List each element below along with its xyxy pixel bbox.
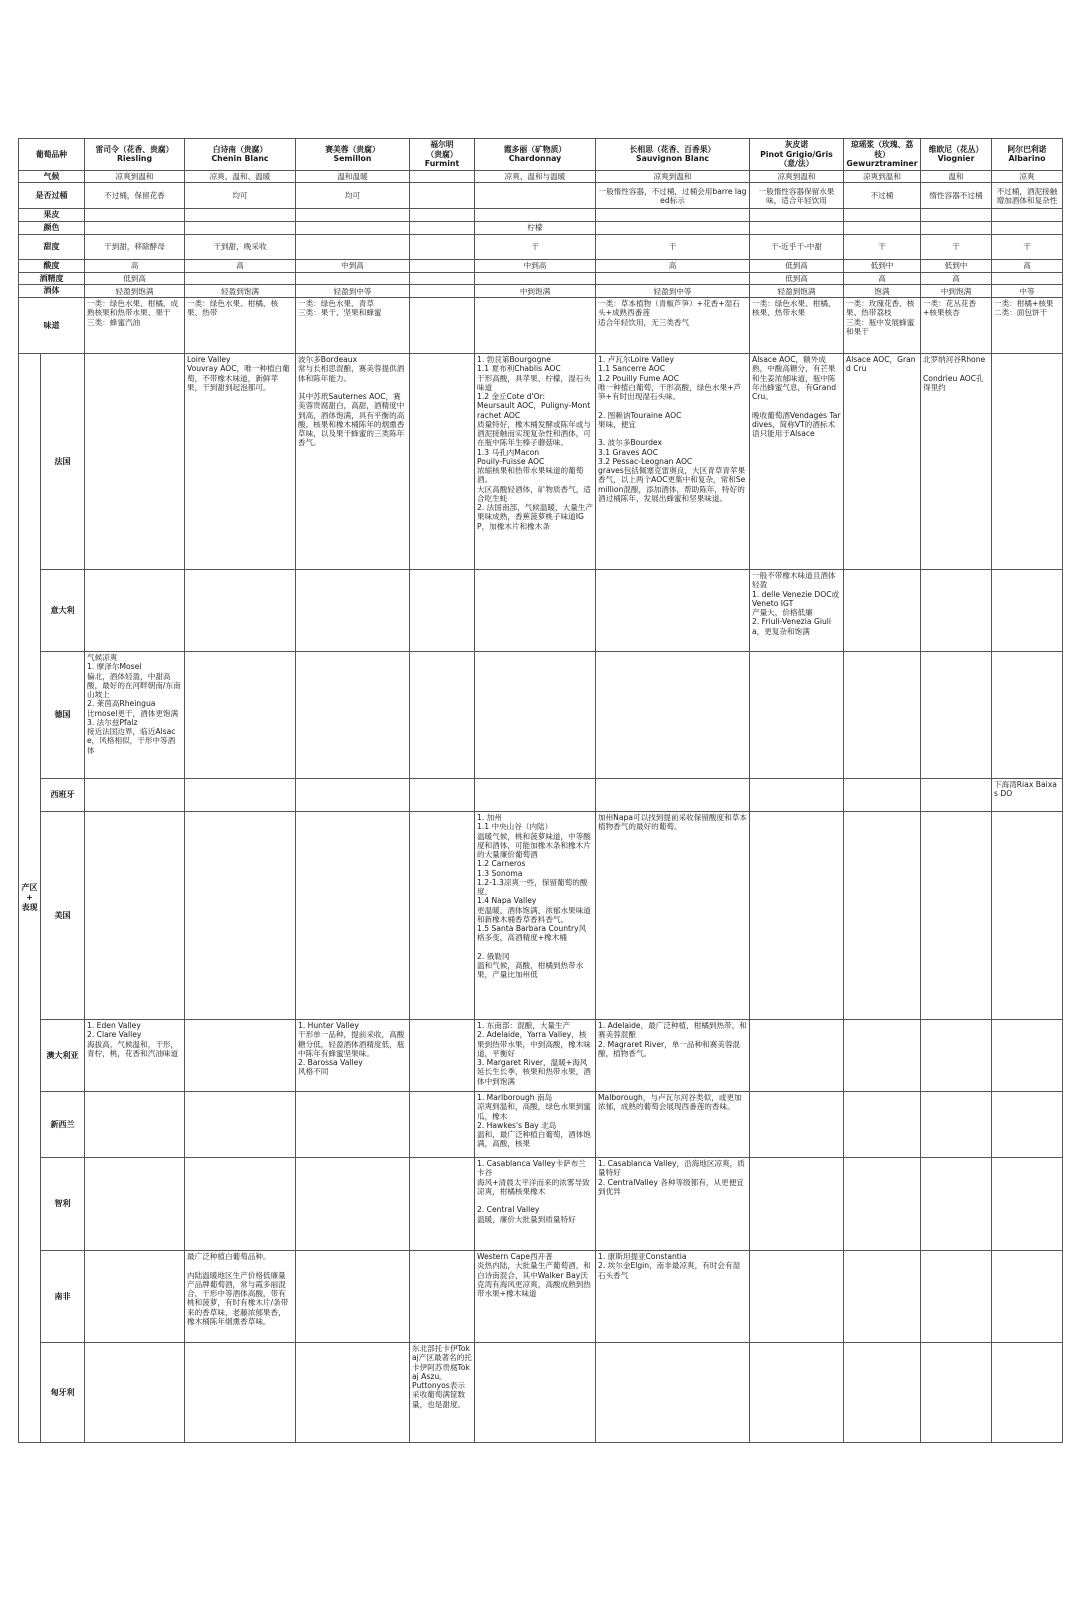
attribute-cell: 柠檬 <box>475 222 596 235</box>
attribute-cell: 轻盈到中等 <box>296 285 410 298</box>
attribute-cell: 轻盈到饱满 <box>750 285 844 298</box>
region-cell <box>85 1158 185 1251</box>
region-cell <box>296 1343 410 1443</box>
region-cell: 加州Napa可以找到提前采收保留酸度和草本植物香气的最好的葡萄。 <box>596 812 750 1020</box>
region-cell <box>844 1343 921 1443</box>
attribute-cell <box>992 222 1063 235</box>
region-cell: 东北部托卡伊Tokaj产区最著名的托卡伊阿苏贵腐Tokaj Aszu。 Puttonyos表示采收葡萄满筐数量，也是甜度。 <box>410 1343 475 1443</box>
attribute-row-sweetness <box>19 234 1063 259</box>
region-cell <box>85 354 185 570</box>
attribute-cell <box>750 209 844 222</box>
attribute-row-skin <box>19 209 1063 222</box>
attribute-cell: 低到高 <box>750 272 844 285</box>
region-cell <box>185 1020 296 1092</box>
attribute-cell: 均可 <box>296 183 410 209</box>
attribute-cell <box>596 209 750 222</box>
region-cell: 下海湾Riax Baixas DO <box>992 779 1063 812</box>
attribute-label: 颜色 <box>19 222 85 235</box>
attribute-cell <box>992 272 1063 285</box>
attribute-cell: 中到高 <box>296 259 410 272</box>
region-cell <box>410 1092 475 1158</box>
attribute-row-oak <box>19 183 1063 209</box>
attribute-cell: 凉爽 <box>992 170 1063 183</box>
attribute-cell: 轻盈到饱满 <box>85 285 185 298</box>
attribute-cell: 凉爽到温和 <box>750 170 844 183</box>
region-row-south-africa <box>19 1251 1063 1343</box>
attribute-label: 味道 <box>19 298 85 354</box>
attribute-cell: 饱满 <box>844 285 921 298</box>
region-row-germany <box>19 652 1063 779</box>
attribute-cell: 凉爽到温和 <box>85 170 185 183</box>
attribute-cell: 惰性容器不过桶 <box>921 183 992 209</box>
region-cell <box>844 779 921 812</box>
region-cell <box>296 1158 410 1251</box>
region-cell <box>992 812 1063 1020</box>
attribute-cell: 低到中 <box>921 259 992 272</box>
region-cell <box>185 570 296 652</box>
attribute-cell: 凉爽、温和与温暖 <box>475 170 596 183</box>
attribute-cell <box>410 209 475 222</box>
attribute-cell <box>844 222 921 235</box>
attribute-cell <box>596 272 750 285</box>
region-cell <box>992 1092 1063 1158</box>
attribute-cell <box>410 222 475 235</box>
region-cell: Western Cape西开普 炎热内陆，大批量生产葡萄酒，和白诗南混合，其中Walker Bay沃克湾有海风更凉爽，高酸成熟到热带水果+橡木味道 <box>475 1251 596 1343</box>
region-cell: Malborough，与卢瓦尔河谷类似，或更加浓郁，成熟的葡萄会展现西番莲的香味。 <box>596 1092 750 1158</box>
region-cell <box>296 652 410 779</box>
region-cell: Alsace AOC，Grand Cru <box>844 354 921 570</box>
region-row-spain <box>19 779 1063 812</box>
region-cell <box>410 779 475 812</box>
attribute-cell <box>475 209 596 222</box>
region-cell <box>85 1092 185 1158</box>
region-cell <box>185 1092 296 1158</box>
attribute-cell <box>844 209 921 222</box>
region-cell <box>296 1251 410 1343</box>
region-cell <box>992 1020 1063 1092</box>
region-cell <box>410 1020 475 1092</box>
region-cell: 1. Adelaide，最广泛种植，柑橘到热带，和赛美蓉混酿 2. Magraret River，单一品种和赛美蓉混酿，植物香气。 <box>596 1020 750 1092</box>
region-cell <box>410 1158 475 1251</box>
attribute-cell: 不过桶，保留花香 <box>85 183 185 209</box>
attribute-cell <box>475 298 596 354</box>
region-cell <box>296 570 410 652</box>
region-name: 匈牙利 <box>41 1343 85 1443</box>
attribute-cell <box>296 209 410 222</box>
attribute-cell <box>185 272 296 285</box>
region-cell: 波尔多Bordeaux 常与长相思混酿，赛美蓉提供酒体和陈年能力。 其中苏玳Sauternes AOC，赛美蓉贵腐甜白，高甜，酒精度中到高，酒体饱满，具有平衡的高酸，核果和橡木桶陈年的烟熏香草味，以及果干蜂蜜的三类陈年香气。 <box>296 354 410 570</box>
attribute-row-flavor <box>19 298 1063 354</box>
variety-header: 福尔明 （贵腐） Furmint <box>410 139 475 171</box>
attribute-cell: 凉爽到温和 <box>596 170 750 183</box>
region-cell: 气候凉爽 1. 摩泽尔Mosel 偏北，酒体轻盈，中甜高酸，最好的在河畔朝南/东南山坡上 2. 莱茵高Rheingua 比mosel更干，酒体更饱满 3. 法尔兹Pfalz 接近法国边界，临近Alsace，风格相似，干形中等酒体 <box>85 652 185 779</box>
region-cell <box>596 779 750 812</box>
attribute-cell: 高 <box>992 259 1063 272</box>
region-name: 美国 <box>41 812 85 1020</box>
region-cell <box>844 1092 921 1158</box>
variety-header: 霞多丽（矿物质） Chardonnay <box>475 139 596 171</box>
region-cell: 1. 卢瓦尔Loire Valley 1.1 Sancerre AOC 1.2 Pouilly Fume AOC 唯一种植白葡萄，干形高酸，绿色水果+芦笋+有时出现湿石头味。 2. 图赖讷Touraine AOC 果味，便宜 3. 波尔多Bourdex 3.1 Graves AOC 3.2 Pessac-Leognan AOC graves包括佩塞克雷奥良，大区青草青苹果香气，以上两个AOC更集中和复杂，常和Semillion混酿，添加酒体，帮助陈年，特好的酒过桶陈年，发展出蜂蜜和坚果味道。 <box>596 354 750 570</box>
region-cell <box>185 779 296 812</box>
region-cell: 1. 加州 1.1 中央山谷（内陆） 温暖气候，桃和菠萝味道，中等酸度和酒体，可能加橡木条和橡木片的大量廉价葡萄酒 1.2 Carneros 1.3 Sonoma 1.2-1.3凉爽一些，保留葡萄的酸度， 1.4 Napa Valley 更温暖，酒体饱满，浓郁水果味道和新橡木桶香草香料香气。 1.5 Santa Barbara Country风格多变，高酒精度+橡木桶 2. 俄勒冈 温和气候，高酸，柑橘到热带水果，产量比加州低 <box>475 812 596 1020</box>
region-row-france <box>19 354 1063 570</box>
region-cell <box>475 779 596 812</box>
attribute-cell: 高 <box>85 259 185 272</box>
region-row-hungary <box>19 1343 1063 1443</box>
region-cell <box>85 1251 185 1343</box>
attribute-cell: 一类：绿色水果、柑橘、核果、热带水果 <box>750 298 844 354</box>
attribute-cell: 凉爽、温和、温暖 <box>185 170 296 183</box>
region-cell <box>85 779 185 812</box>
wine-comparison-table <box>18 138 1063 1443</box>
variety-header: 维欧尼（花丛） Viognier <box>921 139 992 171</box>
attribute-cell <box>410 272 475 285</box>
attribute-label: 果皮 <box>19 209 85 222</box>
attribute-cell: 干到甜，移除酵母 <box>85 234 185 259</box>
region-cell <box>921 652 992 779</box>
attribute-label: 酸度 <box>19 259 85 272</box>
region-cell: 最广泛种植白葡萄品种。 内陆温暖地区生产价格低廉量产品牌葡萄酒，常与霞多丽混合，干形中等酒体高酸，带有桃和菠萝，有时有橡木片/条带来的香草味，老藤浓郁果香，橡木桶陈年烟熏香草味。 <box>185 1251 296 1343</box>
region-row-new-zealand <box>19 1092 1063 1158</box>
region-cell: 1. Casablanca Valley，沿海地区凉爽，质量特好 2. CentralValley 各种等级都有，从更便宜到优异 <box>596 1158 750 1251</box>
region-cell <box>844 1020 921 1092</box>
attribute-cell: 干 <box>475 234 596 259</box>
attribute-cell <box>185 209 296 222</box>
region-cell <box>85 812 185 1020</box>
attribute-cell: 一类：草本植物（青椒芦笋）+花香+湿石头+成熟西番莲 适合年轻饮用，无三类香气 <box>596 298 750 354</box>
region-cell <box>992 1158 1063 1251</box>
attribute-cell: 轻盈到中等 <box>596 285 750 298</box>
region-cell <box>750 1251 844 1343</box>
region-cell <box>921 812 992 1020</box>
attribute-label: 酒体 <box>19 285 85 298</box>
region-cell <box>992 1343 1063 1443</box>
region-name: 法国 <box>41 354 85 570</box>
attribute-cell: 一类：花丛花香+核果核杏 <box>921 298 992 354</box>
attribute-cell: 干 <box>596 234 750 259</box>
attribute-cell <box>475 183 596 209</box>
attribute-cell: 高 <box>596 259 750 272</box>
region-cell <box>475 652 596 779</box>
attribute-cell: 温和温暖 <box>296 170 410 183</box>
attribute-cell <box>921 222 992 235</box>
attribute-cell <box>85 222 185 235</box>
region-cell <box>750 1343 844 1443</box>
variety-header: 雷司令（花香、贵腐） Riesling <box>85 139 185 171</box>
region-cell <box>921 1020 992 1092</box>
region-cell <box>85 570 185 652</box>
attribute-cell <box>410 298 475 354</box>
region-cell <box>750 1020 844 1092</box>
region-cell: 1. Hunter Valley 干形单一品种，提前采收，高酸糖分低，轻盈酒体酒精度低，瓶中陈年有蜂蜜坚果味。 2. Barossa Valley 风格不同 <box>296 1020 410 1092</box>
region-cell: 一般不带橡木味道且酒体轻盈 1. delle Venezie DOC或 Veneto IGT 产量大，价格低廉 2. Friuli-Venezia Giulia，更复杂和饱满 <box>750 570 844 652</box>
region-cell <box>992 354 1063 570</box>
attribute-row-alcohol <box>19 272 1063 285</box>
region-cell <box>921 779 992 812</box>
attribute-cell: 中等 <box>992 285 1063 298</box>
variety-header: 琼瑶浆（玫瑰、荔枝） Gewurztraminer <box>844 139 921 171</box>
attribute-cell <box>410 234 475 259</box>
attribute-cell: 高 <box>844 272 921 285</box>
region-cell <box>750 1092 844 1158</box>
region-cell <box>185 1158 296 1251</box>
region-name: 西班牙 <box>41 779 85 812</box>
variety-header: 阿尔巴利诺 Albarino <box>992 139 1063 171</box>
attribute-cell <box>185 222 296 235</box>
region-cell <box>992 570 1063 652</box>
region-row-australia <box>19 1020 1063 1092</box>
attribute-cell: 凉爽到温和 <box>844 170 921 183</box>
region-name: 澳大利亚 <box>41 1020 85 1092</box>
attribute-row-acidity <box>19 259 1063 272</box>
attribute-cell: 中到饱满 <box>475 285 596 298</box>
region-cell: 1. 东南部：混酿，大量生产 2. Adelaide，Yarra Valley，核果到热带水果，中到高酸，橡木味道，平衡好 3. Margaret River，温暖+海风延长生长季，核果和热带水果，酒体中到饱满 <box>475 1020 596 1092</box>
attribute-cell <box>475 272 596 285</box>
region-cell <box>921 1158 992 1251</box>
attribute-cell: 干 <box>992 234 1063 259</box>
region-cell <box>410 354 475 570</box>
region-cell <box>185 812 296 1020</box>
region-group-label: 产区 + 表现 <box>19 354 41 1443</box>
region-cell <box>844 812 921 1020</box>
region-cell: 1. Casablanca Valley卡萨布兰卡谷 海风+清晨太平洋而来的浓雾导致凉爽，柑橘核果橡木 2. Central Valley 温暖，廉价大批量到质量特好 <box>475 1158 596 1251</box>
attribute-cell: 均可 <box>185 183 296 209</box>
attribute-label: 是否过桶 <box>19 183 85 209</box>
attribute-cell: 高 <box>185 259 296 272</box>
region-cell <box>596 1343 750 1443</box>
region-name: 意大利 <box>41 570 85 652</box>
attribute-cell: 低到高 <box>750 259 844 272</box>
attribute-cell: 中到饱满 <box>921 285 992 298</box>
region-name: 德国 <box>41 652 85 779</box>
attribute-row-body <box>19 285 1063 298</box>
region-cell <box>921 1251 992 1343</box>
region-cell <box>992 652 1063 779</box>
region-cell <box>596 570 750 652</box>
variety-header: 长相思（花香、百香果） Sauvignon Blanc <box>596 139 750 171</box>
region-row-chile <box>19 1158 1063 1251</box>
region-cell <box>410 812 475 1020</box>
region-cell <box>475 570 596 652</box>
attribute-cell <box>296 234 410 259</box>
region-cell <box>185 652 296 779</box>
variety-header: 灰皮诺 Pinot Grigio/Gris（意/法） <box>750 139 844 171</box>
attribute-cell <box>410 170 475 183</box>
region-cell <box>410 570 475 652</box>
attribute-cell <box>85 209 185 222</box>
variety-header: 赛美蓉（贵腐） Semillon <box>296 139 410 171</box>
attribute-cell: 不过桶 <box>844 183 921 209</box>
attribute-cell: 一类：玫瑰花香、核果、热带荔枝 三类：瓶中发展蜂蜜和果干 <box>844 298 921 354</box>
attribute-cell: 不过桶，酒泥接触增加酒体和复杂性 <box>992 183 1063 209</box>
attribute-cell: 干 <box>921 234 992 259</box>
region-cell: Alsace AOC，额外成熟，中酸高糖分，有芒果和生姜浓郁味道，瓶中陈年出蜂蜜气息，有Grand Cru。 晚收葡萄酒Vendages Tardives，简称VT的酒标术语只能用于Alsace <box>750 354 844 570</box>
attribute-label: 酒精度 <box>19 272 85 285</box>
attribute-cell <box>596 222 750 235</box>
region-cell: 北罗纳河谷Rhone Condrieu AOC孔得里约 <box>921 354 992 570</box>
attribute-cell: 轻盈到饱满 <box>185 285 296 298</box>
attribute-cell <box>410 259 475 272</box>
attribute-cell <box>410 285 475 298</box>
region-cell <box>410 652 475 779</box>
region-row-usa <box>19 812 1063 1020</box>
attribute-cell: 一般惰性容器，不过桶，过桶会用barre laged标示 <box>596 183 750 209</box>
region-cell <box>992 1251 1063 1343</box>
attribute-cell: 一类：绿色水果、青草 三类：果干、坚果和蜂蜜 <box>296 298 410 354</box>
attribute-cell: 一类：绿色水果、柑橘、成熟核果和热带水果、果干 三类：蜂蜜汽油 <box>85 298 185 354</box>
attribute-row-climate <box>19 170 1063 183</box>
region-cell <box>921 1092 992 1158</box>
region-cell <box>475 1343 596 1443</box>
region-cell <box>185 1343 296 1443</box>
region-cell <box>750 652 844 779</box>
attribute-cell <box>296 272 410 285</box>
attribute-cell <box>410 183 475 209</box>
attribute-cell <box>296 222 410 235</box>
attribute-cell: 中到高 <box>475 259 596 272</box>
attribute-cell <box>992 209 1063 222</box>
attribute-cell: 低到高 <box>85 272 185 285</box>
region-name: 新西兰 <box>41 1092 85 1158</box>
attribute-row-color <box>19 222 1063 235</box>
region-cell <box>750 779 844 812</box>
header-row <box>19 139 1063 171</box>
region-name: 南非 <box>41 1251 85 1343</box>
attribute-cell: 一类：绿色水果、柑橘、核果、热带 <box>185 298 296 354</box>
region-cell <box>296 1092 410 1158</box>
region-cell <box>750 1158 844 1251</box>
attribute-label: 气候 <box>19 170 85 183</box>
region-cell <box>85 1343 185 1443</box>
attribute-cell: 干 <box>844 234 921 259</box>
region-cell: 1. 勃艮第Bourgogne 1.1 夏布利Chablis AOC 干形高酸，具苹果、柠檬，湿石头味道 1.2 金丘Cote d'Or: Meursault AOC，Puligny-Montrachet AOC 质量特好，橡木桶发酵或陈年或与酒泥接触而实现复杂性和酒体，可在瓶中陈年生榛子蘑菇味。 1.3 马孔内Macon Pouily-Fuisse AOC 浓缩核果和热带水果味道的葡萄酒。 大区高酸轻酒体，矿物质香气，适合吃生蚝 2. 法国南部，气候温暖，大量生产果味成熟，香蕉菠萝桃子味道IGP，加橡木片和橡木条 <box>475 354 596 570</box>
header-variety-label: 葡萄品种 <box>19 139 85 171</box>
attribute-cell: 干到甜，晚采收 <box>185 234 296 259</box>
attribute-cell <box>750 222 844 235</box>
region-cell <box>844 1158 921 1251</box>
attribute-label: 甜度 <box>19 234 85 259</box>
region-cell: Loire Valley Vouvray AOC，唯一种植白葡萄，不带橡木味道，新鲜苹果，干到甜到起泡都可。 <box>185 354 296 570</box>
region-cell <box>296 812 410 1020</box>
attribute-cell: 温和 <box>921 170 992 183</box>
region-cell <box>844 1251 921 1343</box>
attribute-cell <box>921 209 992 222</box>
attribute-cell: 干-近乎干-中甜 <box>750 234 844 259</box>
region-cell: 1. 康斯坦提亚Constantia 2. 埃尔金Elgin，南非最凉爽，有时会有湿石头香气 <box>596 1251 750 1343</box>
region-cell <box>844 652 921 779</box>
variety-header: 白诗南（贵腐） Chenin Blanc <box>185 139 296 171</box>
region-name: 智利 <box>41 1158 85 1251</box>
region-cell <box>844 570 921 652</box>
region-cell <box>921 1343 992 1443</box>
region-cell <box>296 779 410 812</box>
attribute-cell: 低到中 <box>844 259 921 272</box>
region-cell <box>596 652 750 779</box>
region-cell <box>921 570 992 652</box>
region-cell: 1. Eden Valley 2. Clare Valley 海拔高，气候温和，干形，青柠，桃，花香和汽油味道 <box>85 1020 185 1092</box>
region-row-italy <box>19 570 1063 652</box>
region-cell: 1. Marlborough 南岛 凉爽到温和，高酸，绿色水果到蜜瓜，橡木 2. Hawkes's Bay 北岛 温和，最广泛种植白葡萄，酒体饱满，高酸，核果 <box>475 1092 596 1158</box>
attribute-cell: 一类：柑橘+核果 二类：面包饼干 <box>992 298 1063 354</box>
attribute-cell: 高 <box>921 272 992 285</box>
region-cell <box>410 1251 475 1343</box>
attribute-cell: 一般惰性容器保留水果味，适合年轻饮用 <box>750 183 844 209</box>
region-cell <box>750 812 844 1020</box>
